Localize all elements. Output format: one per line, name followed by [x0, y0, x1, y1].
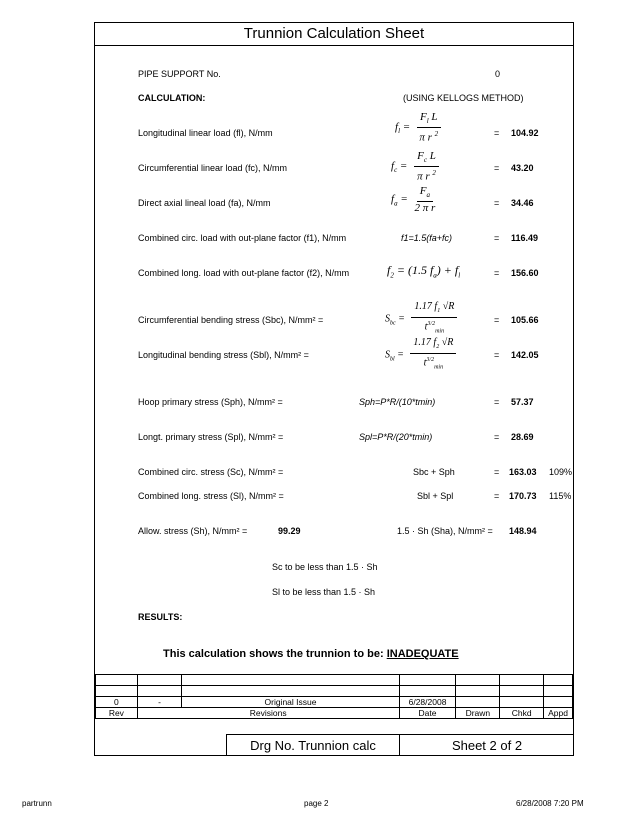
date-cell: 6/28/2008 — [399, 697, 456, 708]
sl-label: Combined long. stress (Sl), N/mm² = — [138, 491, 284, 501]
fl-label: Longitudinal linear load (fl), N/mm — [138, 128, 273, 138]
fl-equals: = — [494, 128, 500, 138]
fl-formula: $f_l$ = $\frac{F_l L}{\pi r ^2}$ — [395, 111, 441, 144]
sbc-value: 105.66 — [511, 315, 539, 325]
calculation-sheet — [94, 22, 574, 756]
sl-value: 170.73 — [509, 491, 537, 501]
sc-value: 163.03 — [509, 467, 537, 477]
revision-table — [95, 674, 573, 719]
sbc-label: Circumferential bending stress (Sbc), N/mm² = — [138, 315, 324, 325]
results-label: RESULTS: — [138, 612, 183, 622]
footer-page: page 2 — [304, 799, 329, 808]
allow-value: 99.29 — [278, 526, 301, 536]
condition-sc: Sc to be less than 1.5 · Sh — [272, 562, 378, 572]
conclusion — [163, 648, 459, 660]
f2-equals: = — [494, 268, 500, 278]
sbl-value: 142.05 — [511, 350, 539, 360]
header-chkd: Chkd — [500, 708, 544, 719]
revisions-cell: - — [137, 697, 182, 708]
revision-row — [96, 697, 573, 708]
sl-equals: = — [494, 491, 500, 501]
spl-formula: Spl=P*R/(20*tmin) — [359, 432, 433, 442]
drawing-number: Drg No. Trunnion calc — [227, 735, 400, 756]
fc-formula: $f_c$ = $\frac{F_c L}{\pi r ^2}$ — [391, 150, 439, 183]
sph-value: 57.37 — [511, 397, 534, 407]
fc-value: 43.20 — [511, 163, 534, 173]
header-date: Date — [399, 708, 456, 719]
spl-equals: = — [494, 432, 500, 442]
header-revisions: Revisions — [137, 708, 399, 719]
sbc-equals: = — [494, 315, 500, 325]
fa-label: Direct axial lineal load (fa), N/mm — [138, 198, 271, 208]
sbl-label: Longitudinal bending stress (Sbl), N/mm² = — [138, 350, 309, 360]
pipe-support-label: PIPE SUPPORT No. — [138, 69, 221, 79]
sc-label: Combined circ. stress (Sc), N/mm² = — [138, 467, 284, 477]
fc-label: Circumferential linear load (fc), N/mm — [138, 163, 288, 173]
fa-formula: $f_a$ = $\frac{F_a}{\text{2 π r}}$ — [391, 185, 436, 215]
sheet-title: Trunnion Calculation Sheet — [95, 23, 573, 46]
footer-timestamp: 6/28/2008 7:20 PM — [516, 799, 584, 808]
f1-formula: f1=1.5(fa+fc) — [401, 233, 453, 243]
revision-blank-row — [96, 675, 573, 686]
description-cell: Original Issue — [182, 697, 399, 708]
sbc-formula: $S_{bc}$ = $\frac{1.17 f_1 √R}{t^{3/2}_{min}}$ — [385, 301, 457, 337]
header-drawn: Drawn — [456, 708, 500, 719]
f2-formula: $f_2 = (1.5$ $f_a) + f_l$ — [387, 263, 461, 280]
fa-equals: = — [494, 198, 500, 208]
sl-percent: 115% — [549, 491, 572, 501]
sl-formula: Sbl + Spl — [417, 491, 454, 501]
conclusion-status: INADEQUATE — [386, 648, 459, 660]
spl-label: Longt. primary stress (Spl), N/mm² = — [138, 432, 284, 442]
drawing-box — [226, 734, 574, 756]
f1-label: Combined circ. load with out-plane factor (f1), N/mm — [138, 233, 347, 243]
revision-blank-row — [96, 686, 573, 697]
sheet-number: Sheet 2 of 2 — [451, 738, 523, 753]
conclusion-text: This calculation shows the trunnion to be: — [163, 648, 384, 660]
sc-formula: Sbc + Sph — [413, 467, 455, 477]
sbl-equals: = — [494, 350, 500, 360]
sph-formula: Sph=P*R/(10*tmin) — [359, 397, 436, 407]
calculation-label: CALCULATION: — [138, 93, 206, 103]
sbl-formula: $S_{bl}$ = $\frac{1.17 f_2 √R}{t^{3/2}_{min}}$ — [385, 337, 456, 373]
rev-cell: 0 — [96, 697, 138, 708]
sc-percent: 109% — [549, 467, 573, 477]
allow-result: 148.94 — [509, 526, 537, 536]
allow-label: Allow. stress (Sh), N/mm² = — [138, 526, 248, 536]
fc-equals: = — [494, 163, 500, 173]
f2-label: Combined long. load with out-plane factor (f2), N/mm — [138, 268, 350, 278]
spl-value: 28.69 — [511, 432, 534, 442]
revision-header-row — [96, 708, 573, 719]
condition-sl: Sl to be less than 1.5 · Sh — [272, 587, 376, 597]
sc-equals: = — [494, 467, 500, 477]
f1-equals: = — [494, 233, 500, 243]
header-appd: Appd — [544, 708, 573, 719]
pipe-support-value: 0 — [495, 69, 501, 79]
fa-value: 34.46 — [511, 198, 534, 208]
f2-value: 156.60 — [511, 268, 539, 278]
f1-value: 116.49 — [511, 233, 539, 243]
footer-filename: partrunn — [22, 799, 52, 808]
sph-label: Hoop primary stress (Sph), N/mm² = — [138, 397, 283, 407]
fl-value: 104.92 — [511, 128, 539, 138]
allow-formula: 1.5 · Sh (Sha), N/mm² = — [397, 526, 493, 536]
header-rev: Rev — [96, 708, 138, 719]
method-label: (USING KELLOGS METHOD) — [403, 93, 524, 103]
sph-equals: = — [494, 397, 500, 407]
